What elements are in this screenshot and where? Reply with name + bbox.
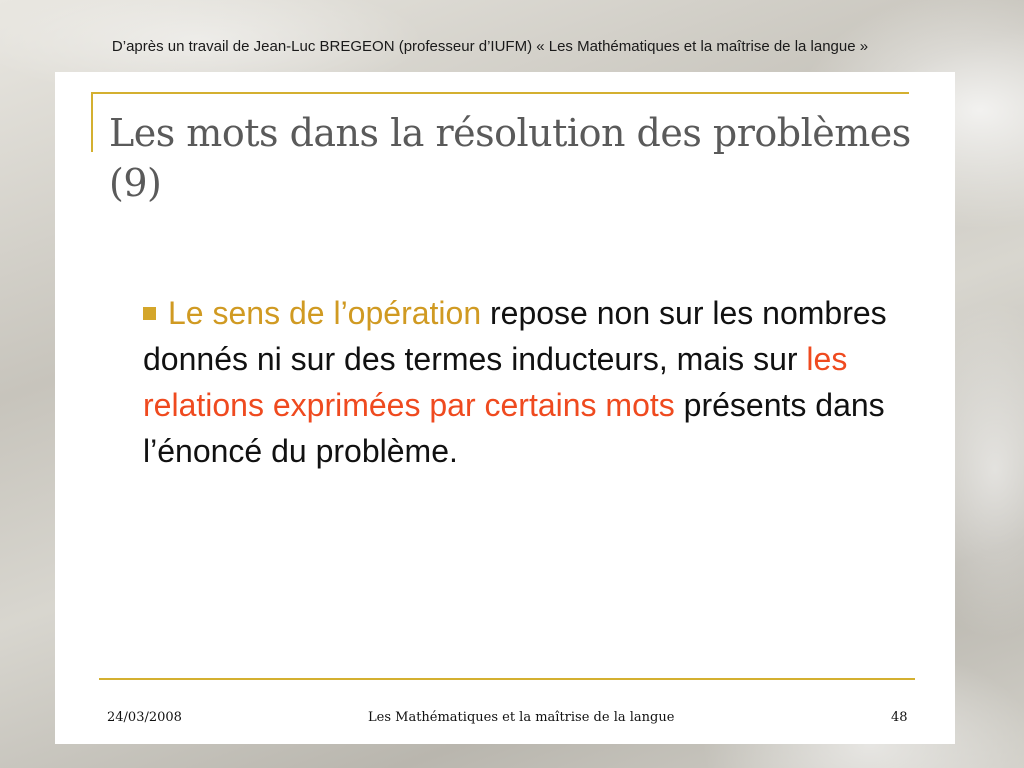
bullet-paragraph <box>143 290 913 474</box>
slide <box>55 72 955 744</box>
highlight-relations: les relations exprimées par certains mots <box>143 341 848 423</box>
paragraph-text-2: présents dans l’énoncé du problème. <box>143 387 885 469</box>
title-rule-top <box>91 92 909 94</box>
footer-title: Les Mathématiques et la maîtrise de la langue <box>368 710 675 725</box>
footer-date: 24/03/2008 <box>107 710 182 725</box>
footer-page-number: 48 <box>891 710 908 725</box>
slide-title: Les mots dans la résolution des problèmes (9) <box>109 111 911 205</box>
title-rule-left <box>91 92 93 152</box>
top-caption: D’après un travail de Jean-Luc BREGEON (professeur d’IUFM) « Les Mathématiques et la maîtrise de la langue » <box>111 38 869 55</box>
square-bullet-icon <box>143 307 156 320</box>
highlight-sens-operation: Le sens de l’opération <box>168 295 482 331</box>
footer-rule <box>99 678 915 680</box>
paragraph-text-1: repose non sur les nombres donnés ni sur des termes inducteurs, mais sur <box>143 295 887 377</box>
